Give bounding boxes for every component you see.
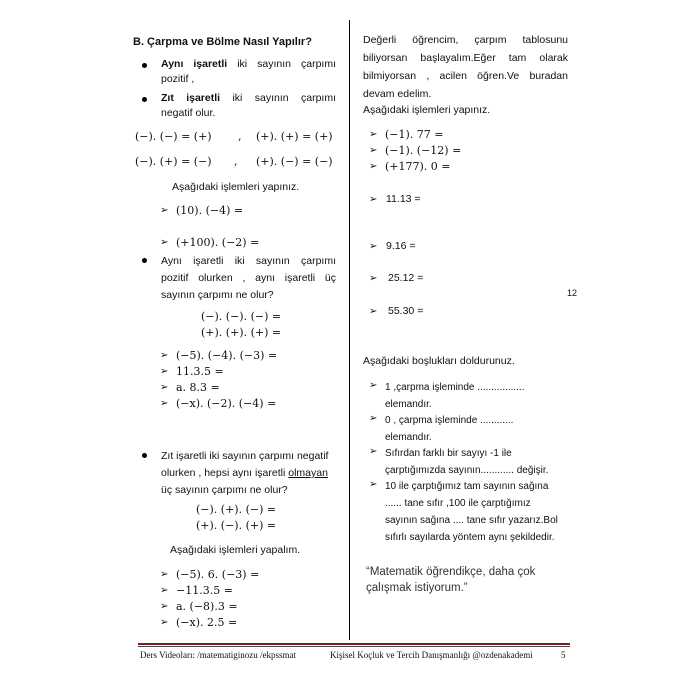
- arrow-bullet-icon: ➢: [369, 273, 378, 284]
- fill-in-item: [385, 445, 548, 479]
- instruction: Aşağıdaki işlemleri yapınız.: [363, 104, 491, 116]
- exercise-item: a. (−8).3 =: [176, 600, 238, 613]
- quote-line: çalışmak istiyorum.”: [366, 582, 468, 594]
- rule2-text-2: negatif olur.: [161, 107, 216, 119]
- fill-in-line: 1 ,çarpma işleminde .................: [385, 382, 525, 393]
- rule2-bold: Zıt işaretli: [161, 92, 221, 104]
- instruction: Aşağıdaki işlemleri yapınız.: [172, 181, 300, 193]
- sign-product: (−). (−). (−) =: [201, 310, 282, 323]
- exercise-item: 9.16 =: [386, 240, 416, 252]
- fill-in-line: çarptığımızda sayının............ değişir.: [385, 465, 549, 476]
- exercise-item: a. 8.3 =: [176, 381, 220, 394]
- fill-in-line: Sıfırdan farklı bir sayıyı -1 ile: [385, 448, 512, 459]
- fill-in-item: [385, 478, 558, 546]
- arrow-bullet-icon: ➢: [369, 446, 378, 457]
- sign-rule-1a: (−). (−) = (+): [135, 130, 212, 143]
- fill-in-line: elemandır.: [385, 432, 432, 443]
- arrow-bullet-icon: ➢: [160, 350, 169, 361]
- question-line: üç sayının çarpımı ne olur?: [161, 484, 288, 496]
- footer-page-number: 5: [561, 650, 566, 660]
- intro-line: biliyorsan başlayalım.Eğer tam olarak: [363, 52, 568, 64]
- underlined-word: olmayan: [288, 467, 328, 479]
- sign-rule-2b: (+). (−) = (−): [256, 155, 333, 168]
- fill-in-line: sıfırlı sayılarda yöntem aynı şekildedir.: [385, 532, 555, 543]
- sign-rule-comma: ,: [234, 155, 238, 168]
- intro-line: devam edelim.: [363, 88, 432, 100]
- bullet-icon: [142, 258, 147, 263]
- question-mixed-sign-three: [161, 448, 341, 499]
- arrow-bullet-icon: ➢: [160, 205, 169, 216]
- arrow-bullet-icon: ➢: [160, 569, 169, 580]
- arrow-bullet-icon: ➢: [369, 479, 378, 490]
- bullet-icon: [142, 453, 147, 458]
- fill-in-line: sayının sağına .... tane sıfır yazarız.Bol: [385, 515, 558, 526]
- fill-in-line: ...... tane sıfır ,100 ile çarptığımız: [385, 498, 531, 509]
- arrow-bullet-icon: ➢: [369, 129, 378, 140]
- fill-in-line: 10 ile çarptığımız tam sayının sağına: [385, 481, 549, 492]
- exercise-item: (−5). 6. (−3) =: [176, 568, 260, 581]
- sign-rule-2a: (−). (+) = (−): [135, 155, 212, 168]
- rule1-text-2: pozitif ,: [161, 73, 195, 85]
- arrow-bullet-icon: ➢: [160, 601, 169, 612]
- arrow-bullet-icon: ➢: [369, 194, 378, 205]
- arrow-bullet-icon: ➢: [160, 617, 169, 628]
- question-line: sayının çarpımı ne olur?: [161, 289, 274, 301]
- rule-same-sign: [161, 58, 336, 85]
- arrow-bullet-icon: ➢: [160, 398, 169, 409]
- exercise-item: 25.12 =: [388, 272, 424, 284]
- exercise-item: 11.3.5 =: [176, 365, 224, 378]
- arrow-bullet-icon: ➢: [369, 380, 378, 391]
- question-line: Aynı işaretli iki sayının çarpımı: [161, 255, 336, 267]
- fill-in-line: 0 , çarpma işleminde ............: [385, 415, 514, 426]
- footer-rule: [138, 643, 570, 645]
- sign-product: (+). (+). (+) =: [201, 326, 282, 339]
- fill-in-title: Aşağıdaki boşlukları doldurunuz.: [363, 355, 515, 367]
- exercise-item: (−1). (−12) =: [385, 144, 462, 157]
- question-same-sign-three: [161, 253, 336, 304]
- arrow-bullet-icon: ➢: [369, 161, 378, 172]
- question-line: olurken , hepsi aynı işaretli: [161, 467, 286, 479]
- arrow-bullet-icon: ➢: [369, 413, 378, 424]
- rule2-text: iki sayının çarpımı: [232, 92, 336, 104]
- section-heading: B. Çarpma ve Bölme Nasıl Yapılır?: [133, 36, 312, 48]
- footer-rule: [138, 646, 570, 647]
- quote-line: “Matematik öğrendikçe, daha çok: [366, 566, 536, 578]
- arrow-bullet-icon: ➢: [160, 585, 169, 596]
- arrow-bullet-icon: ➢: [160, 366, 169, 377]
- arrow-bullet-icon: ➢: [369, 241, 378, 252]
- arrow-bullet-icon: ➢: [369, 145, 378, 156]
- bullet-icon: [142, 97, 147, 102]
- bullet-icon: [142, 63, 147, 68]
- sign-product: (−). (+). (−) =: [196, 503, 277, 516]
- fill-in-line: elemandır.: [385, 399, 432, 410]
- sign-product: (+). (−). (+) =: [196, 519, 277, 532]
- exercise-item: (−x). (−2). (−4) =: [176, 397, 277, 410]
- intro-line: Değerli öğrencim, çarpım tablosunu: [363, 34, 568, 46]
- fill-in-item: [385, 379, 525, 413]
- rule1-text: iki sayının çarpımı: [237, 58, 336, 70]
- column-divider: [349, 20, 350, 640]
- footer-videos: Ders Videoları: /matematiginozu /ekpssmat: [140, 650, 297, 660]
- fill-in-item: [385, 412, 513, 446]
- rule1-bold: Aynı işaretli: [161, 58, 228, 70]
- question-line: pozitif olurken , aynı işaretli üç: [161, 272, 336, 284]
- exercise-item: 11.13 =: [386, 193, 421, 205]
- motivational-quote: [366, 564, 535, 596]
- exercise-item: 55.30 =: [388, 305, 424, 317]
- exercise-item: (+100). (−2) =: [176, 236, 260, 249]
- exercise-item: (+177). 0 =: [385, 160, 451, 173]
- intro-line: bilmiyorsan , acilen öğren.Ve buradan: [363, 70, 568, 82]
- exercise-item: (−5). (−4). (−3) =: [176, 349, 278, 362]
- rule-diff-sign: [161, 92, 336, 119]
- arrow-bullet-icon: ➢: [160, 382, 169, 393]
- exercise-item: (−1). 77 =: [385, 128, 444, 141]
- sign-rule-comma: ,: [238, 130, 242, 143]
- sign-rule-1b: (+). (+) = (+): [256, 130, 333, 143]
- footer-coaching: Kişisel Koçluk ve Tercih Danışmanlığı @ozdenakademi: [330, 650, 533, 660]
- exercise-item: −11.3.5 =: [176, 584, 233, 597]
- intro-paragraph: [363, 31, 568, 103]
- instruction: Aşağıdaki işlemleri yapalım.: [170, 544, 301, 556]
- exercise-item: (−x). 2.5 =: [176, 616, 238, 629]
- question-line: Zıt işaretli iki sayının çarpımı negatif: [161, 450, 329, 462]
- arrow-bullet-icon: ➢: [369, 306, 378, 317]
- arrow-bullet-icon: ➢: [160, 237, 169, 248]
- side-page-number: 12: [567, 288, 578, 298]
- exercise-item: (10). (−4) =: [176, 204, 244, 217]
